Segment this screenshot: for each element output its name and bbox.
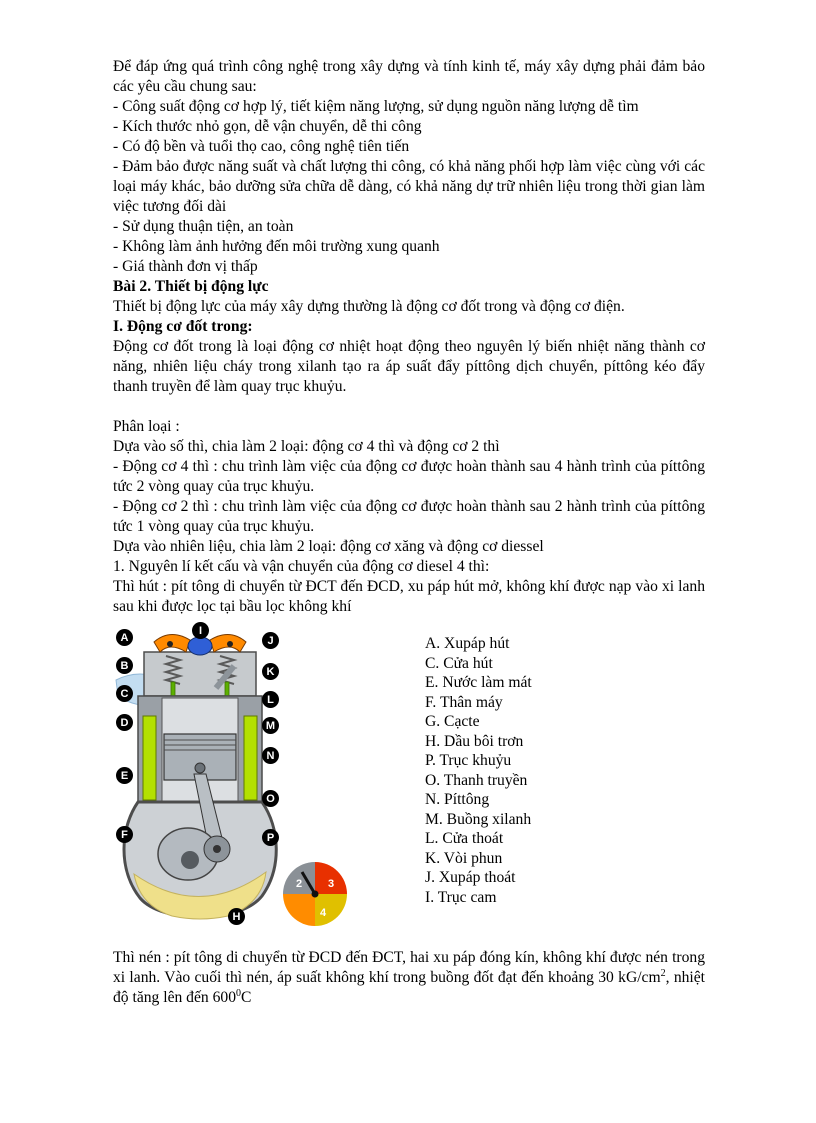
diagram-legend xyxy=(425,622,532,940)
closing-text-3: C xyxy=(241,989,252,1006)
paragraph-diesel-principle: 1. Nguyên lí kết cấu và vận chuyển của động cơ diesel 4 thì: xyxy=(113,558,490,575)
crank-journal-shape xyxy=(181,851,199,869)
diagram-label-l: L xyxy=(262,691,279,708)
legend-item-f: F. Thân máy xyxy=(425,693,503,711)
paragraph-compression-stroke xyxy=(113,948,705,1008)
paragraph-classification: Phân loại : xyxy=(113,418,180,435)
camshaft-cap xyxy=(188,637,212,655)
cooling-jacket-right xyxy=(244,716,257,800)
legend-item-l: L. Cửa thoát xyxy=(425,830,504,847)
legend-item-i: I. Trục cam xyxy=(425,888,497,906)
diagram-label-e: E xyxy=(116,767,133,784)
legend-item-o: O. Thanh truyền xyxy=(425,771,528,789)
diagram-label-i: I xyxy=(192,622,209,639)
diagram-label-m: M xyxy=(262,717,279,734)
superscript-degree: 0 xyxy=(236,987,241,999)
paragraph-stroke-types: Dựa vào số thì, chia làm 2 loại: động cơ 4 thì và động cơ 2 thì xyxy=(113,438,500,455)
legend-item-k: K. Vòi phun xyxy=(425,849,503,867)
legend-item-h: H. Dầu bôi trơn xyxy=(425,732,524,750)
cooling-jacket-left xyxy=(143,716,156,800)
cycle-number-4: 4 xyxy=(319,907,327,919)
paragraph-intake-stroke: Thì hút : pít tông di chuyển từ ĐCT đến ĐCD, xu páp hút mở, không khí được nạp vào xi lanh sau khi được lọc tại bầu lọc không khí xyxy=(113,578,705,615)
cycle-number-2: 2 xyxy=(295,878,303,890)
list-item-cost: - Giá thành đơn vị thấp xyxy=(113,258,258,275)
engine-diagram xyxy=(110,622,360,940)
diagram-label-d: D xyxy=(116,714,133,731)
diagram-label-b: B xyxy=(116,657,133,674)
diagram-label-a: A xyxy=(116,629,133,646)
section-heading-dong-co-dot-trong: I. Động cơ đốt trong: xyxy=(113,318,253,335)
list-item-productivity: - Đảm bảo được năng suất và chất lượng thi công, có khả năng phối hợp làm việc cùng với các loại máy khác, bảo dưỡng sửa chữa dễ dàng, có khả năng dự trữ nhiên liệu trong thời gian làm việc tương đối dài xyxy=(113,158,705,215)
diagram-label-p: P xyxy=(262,829,279,846)
stroke-cycle-indicator xyxy=(283,862,347,926)
diagram-label-f: F xyxy=(116,826,133,843)
diagram-label-n: N xyxy=(262,747,279,764)
legend-item-e: E. Nước làm mát xyxy=(425,674,532,691)
superscript-exponent: 2 xyxy=(660,967,666,979)
crank-pin-center xyxy=(213,845,221,853)
list-item-durability: - Có độ bền và tuổi thọ cao, công nghệ tiên tiến xyxy=(113,138,410,155)
legend-item-a: A. Xupáp hút xyxy=(425,635,510,652)
diagram-label-k: K xyxy=(262,663,279,680)
list-item-size: - Kích thước nhỏ gọn, dễ vận chuyển, dễ thi công xyxy=(113,118,422,135)
cycle-segment-1 xyxy=(283,894,315,926)
diagram-label-h: H xyxy=(228,908,245,925)
paragraph-intro: Để đáp ứng quá trình công nghệ trong xây dựng và tính kinh tế, máy xây dựng phải đảm bảo các yêu cầu chung sau: xyxy=(113,58,705,95)
closing-text-2: , nhiệt độ tăng lên đến 600 xyxy=(113,969,705,1006)
list-item-power: - Công suất động cơ hợp lý, tiết kiệm năng lượng, sử dụng nguồn năng lượng dễ tìm xyxy=(113,98,639,115)
closing-text-1: Thì nén : pít tông di chuyển từ ĐCD đến ĐCT, hai xu páp đóng kín, không khí được nén trong xi lanh. Vào cuối thì nén, áp suất không khí trong buồng đốt đạt đến khoảng 30 kG/cm xyxy=(113,949,705,986)
list-item-safety: - Sử dụng thuận tiện, an toàn xyxy=(113,218,294,235)
figure-engine xyxy=(113,622,705,940)
paragraph-engine-definition: Động cơ đốt trong là loại động cơ nhiệt hoạt động theo nguyên lý biến nhiệt năng thành cơ năng, nhiên liệu cháy trong xilanh tạo ra áp suất đẩy píttông dịch chuyển, píttông kéo đẩy thanh truyền để làm quay trục khuỷu. xyxy=(113,338,705,395)
section-heading-bai2: Bài 2. Thiết bị động lực xyxy=(113,278,269,295)
cycle-number-3: 3 xyxy=(327,878,335,890)
diagram-label-j: J xyxy=(262,632,279,649)
legend-item-n: N. Píttông xyxy=(425,791,490,808)
cycle-hand-hub xyxy=(312,891,319,898)
engine-cross-section-art xyxy=(110,622,360,940)
paragraph-power-equipment: Thiết bị động lực của máy xây dựng thường là động cơ đốt trong và động cơ điện. xyxy=(113,298,625,315)
list-item-environment: - Không làm ảnh hưởng đến môi trường xung quanh xyxy=(113,238,440,255)
diagram-label-c: C xyxy=(116,685,133,702)
diagram-label-o: O xyxy=(262,790,279,807)
wrist-pin xyxy=(195,763,205,773)
blank-line xyxy=(113,397,705,417)
cylinder-head-shape xyxy=(144,652,256,696)
legend-item-c: C. Cửa hút xyxy=(425,654,493,672)
list-item-2-stroke: - Động cơ 2 thì : chu trình làm việc của động cơ được hoàn thành sau 2 hành trình của píttông tức 1 vòng quay của trục khuỷu. xyxy=(113,498,705,535)
legend-item-p: P. Trục khuỷu xyxy=(425,752,512,769)
list-item-4-stroke: - Động cơ 4 thì : chu trình làm việc của động cơ được hoàn thành sau 4 hành trình của píttông tức 2 vòng quay của trục khuỷu. xyxy=(113,458,705,495)
rocker-pivot-right xyxy=(227,641,233,647)
legend-item-g: G. Cạcte xyxy=(425,713,480,730)
paragraph-fuel-types: Dựa vào nhiên liệu, chia làm 2 loại: động cơ xăng và động cơ diessel xyxy=(113,538,544,555)
rocker-pivot-left xyxy=(167,641,173,647)
legend-item-j: J. Xupáp thoát xyxy=(425,869,516,886)
legend-item-m: M. Buồng xilanh xyxy=(425,810,532,828)
